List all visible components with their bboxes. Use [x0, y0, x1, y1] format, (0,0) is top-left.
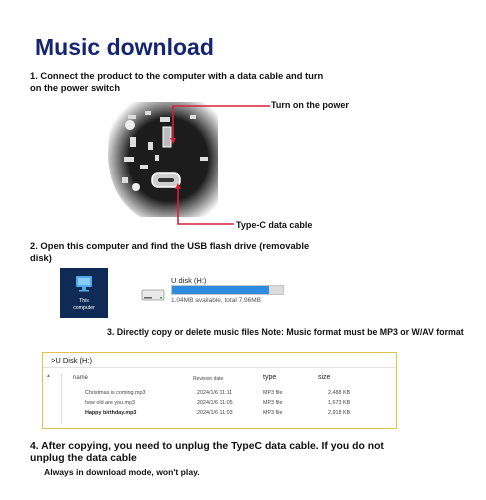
- file-explorer-window: [42, 352, 397, 429]
- this-computer-label-2: computer: [73, 305, 95, 311]
- explorer-path: >U Disk (H:): [51, 356, 93, 365]
- file-name: Christmas is coming.mp3: [85, 390, 146, 396]
- step-4-note: Always in download mode, won't play.: [44, 467, 200, 477]
- collapse-icon[interactable]: ▲: [46, 373, 51, 379]
- file-date: 2024/1/6 11:11: [197, 390, 233, 396]
- column-header-date[interactable]: Revision date: [193, 376, 224, 382]
- callout-arrows: [170, 102, 270, 232]
- file-row[interactable]: [43, 389, 396, 399]
- step-2-text: 2. Open this computer and find the USB flash drive (removable disk): [30, 240, 310, 263]
- divider: [43, 367, 396, 368]
- this-computer-label-1: This: [79, 298, 89, 304]
- file-date: 2024/1/6 11:03: [197, 410, 233, 416]
- step-1-text: 1. Connect the product to the computer with a data cable and turn on the power switch: [30, 70, 324, 93]
- column-header-size[interactable]: size: [318, 374, 331, 381]
- file-date: 2024/1/6 11:05: [197, 400, 233, 406]
- file-size: 1,673 KB: [328, 400, 351, 406]
- drive-capacity-text: 1.04MB available, total 7.96MB: [171, 297, 261, 304]
- column-header-name[interactable]: name: [73, 375, 89, 381]
- drive-name[interactable]: U disk (H:): [171, 276, 207, 285]
- callout-type-c-cable: Type-C data cable: [236, 220, 313, 230]
- file-name: how old are you.mp3: [85, 400, 136, 406]
- callout-turn-on-power: Turn on the power: [271, 100, 349, 110]
- file-type: MP3 file: [263, 390, 283, 396]
- page-title: Music download: [35, 34, 214, 60]
- storage-usage-fill: [172, 286, 269, 294]
- column-header-type[interactable]: type: [263, 374, 277, 381]
- file-size: 2,488 KB: [328, 390, 351, 396]
- monitor-icon: [60, 268, 108, 298]
- file-type: MP3 file: [263, 410, 283, 416]
- file-name: Happy birthday.mp3: [85, 410, 137, 416]
- file-row[interactable]: [43, 409, 396, 419]
- storage-usage-bar: [171, 285, 284, 295]
- step-4-text: 4. After copying, you need to unplug the TypeC data cable. If you do not unplug the data cable: [30, 441, 384, 464]
- file-size: 2,918 KB: [328, 410, 351, 416]
- file-type: MP3 file: [263, 400, 283, 406]
- step-3-text: 3. Directly copy or delete music files Note: Music format must be MP3 or W/AV format: [107, 327, 464, 337]
- file-row[interactable]: [43, 399, 396, 409]
- usb-drive-icon[interactable]: [141, 288, 167, 302]
- this-computer-icon[interactable]: [60, 268, 108, 318]
